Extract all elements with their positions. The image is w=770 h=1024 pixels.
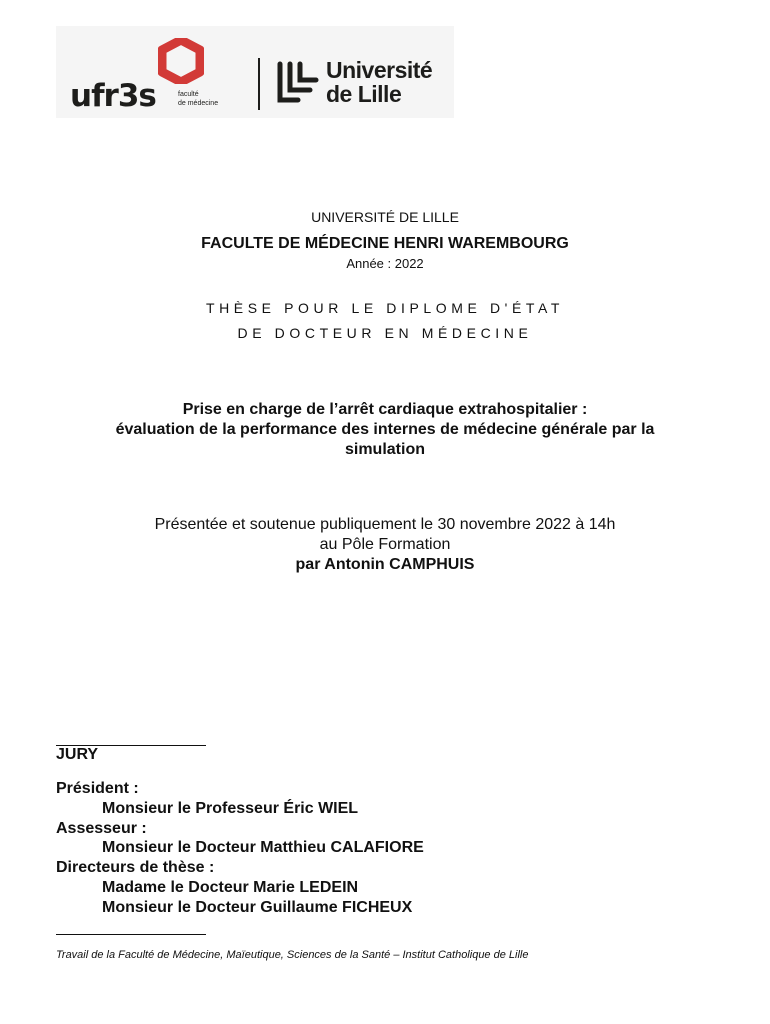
defense-location: au Pôle Formation	[319, 536, 451, 553]
faculty-name: FACULTE DE MÉDECINE HENRI WAREMBOURG	[201, 235, 569, 252]
thesis-title-line-2: évaluation de la performance des internes de médecine générale par la	[115, 421, 655, 438]
jury-title: JURY	[56, 746, 99, 763]
ufr3s-logo	[70, 38, 260, 114]
university-name: UNIVERSITÉ DE LILLE	[311, 209, 459, 225]
director-2-name: Monsieur le Docteur Guillaume FICHEUX	[102, 898, 413, 916]
thesis-title-line-3: simulation	[344, 441, 425, 458]
president-name: Monsieur le Professeur Éric WIEL	[102, 799, 359, 817]
ufr3s-subtitle: faculté de médecine	[178, 91, 219, 107]
footer-note: Travail de la Faculté de Médecine, Maïeutique, Sciences de la Santé – Institut Catholique de Lille	[56, 949, 529, 961]
logo-band	[56, 26, 454, 118]
defense-date: Présentée et soutenue publiquement le 30 novembre 2022 à 14h	[154, 516, 616, 533]
jury-list	[56, 779, 424, 918]
academic-year: Année : 2022	[346, 256, 424, 271]
president-label: Président :	[56, 780, 139, 797]
hexagon-logo-icon	[158, 38, 204, 84]
assessor-name: Monsieur le Docteur Matthieu CALAFIORE	[102, 839, 424, 857]
assessor-label: Assesseur :	[56, 819, 147, 837]
director-1-name: Madame le Docteur Marie LEDEIN	[102, 878, 359, 896]
logo-divider	[258, 58, 260, 110]
universite-de-lille-logo	[276, 58, 446, 114]
jury-bottom-rule	[56, 934, 206, 935]
thesis-author: par Antonin CAMPHUIS	[295, 556, 475, 573]
thesis-type-line-1: THÈSE POUR LE DIPLOME D'ÉTAT	[205, 300, 565, 316]
lille-monogram-icon	[276, 60, 320, 104]
thesis-title	[0, 400, 770, 460]
defense-info	[0, 515, 770, 575]
universite-de-lille-wordmark: Université de Lille	[326, 57, 433, 107]
thesis-title-line-1: Prise en charge de l’arrêt cardiaque extrahospitalier :	[182, 401, 588, 418]
ufr3s-wordmark: ufr3s	[70, 78, 156, 114]
thesis-type-line-2: DE DOCTEUR EN MÉDECINE	[237, 325, 533, 341]
directors-label: Directeurs de thèse :	[56, 859, 215, 877]
